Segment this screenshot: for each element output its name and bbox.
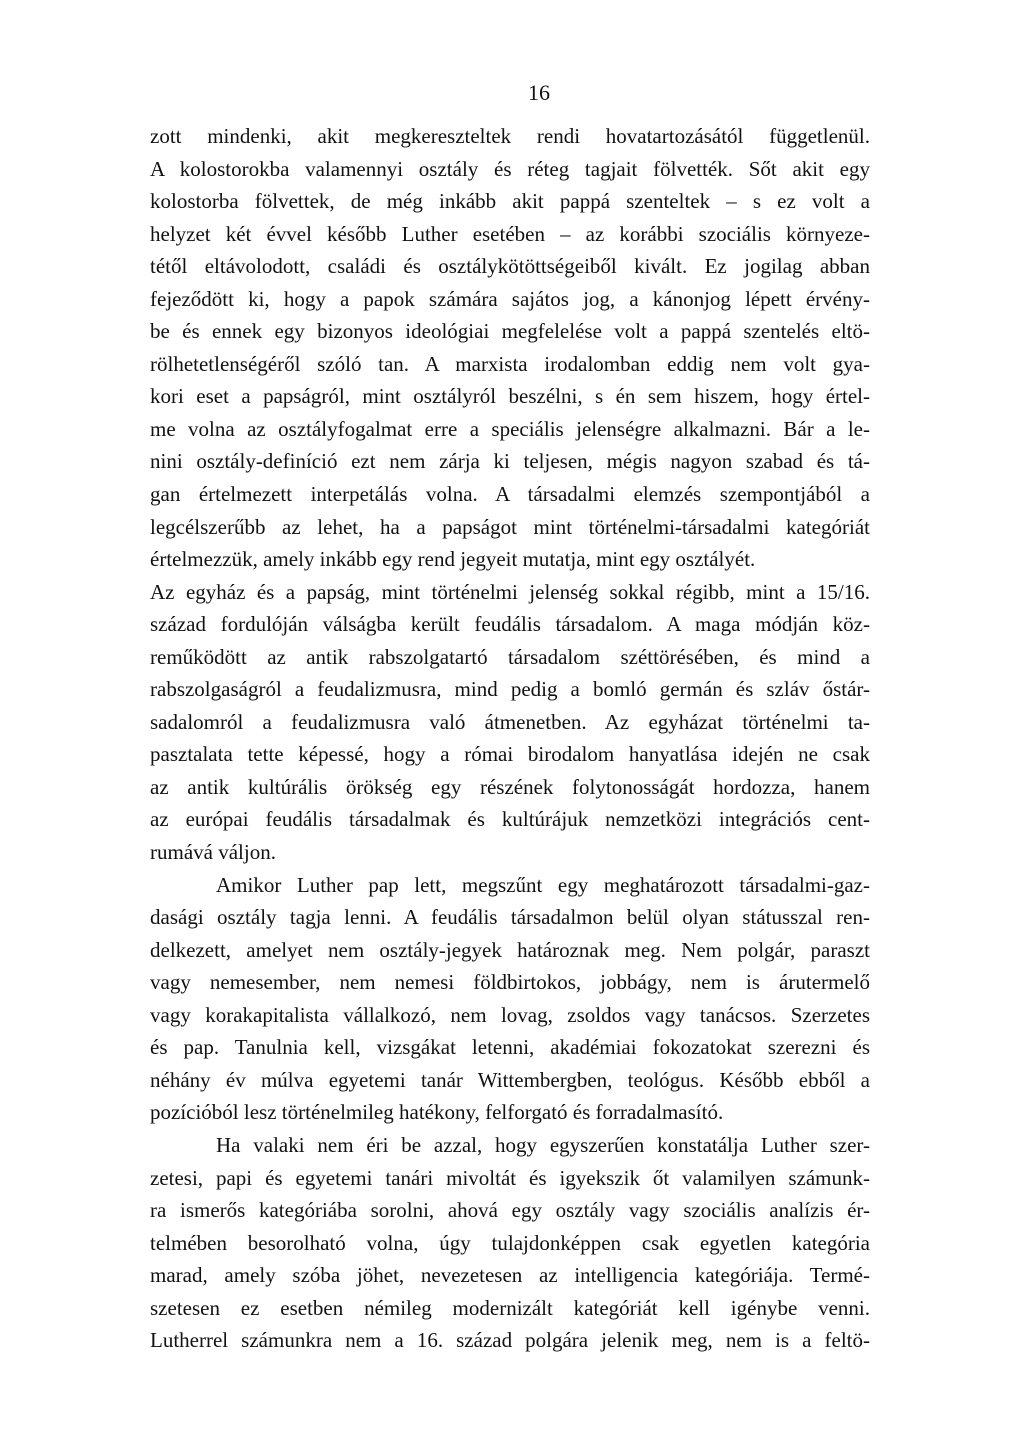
text-line: helyzet két évvel később Luther esetében – az korábbi szociális környeze-	[150, 221, 870, 246]
text-line: telmében besorolható volna, úgy tulajdonképpen csak egyetlen kategória	[150, 1230, 870, 1255]
text-line: A kolostorokba valamennyi osztály és réteg tagjait fölvették. Sőt akit egy	[150, 156, 870, 181]
text-line: értelmezzük, amely inkább egy rend jegyeit mutatja, mint egy osztályét.	[150, 547, 756, 572]
text-line: ra ismerős kategóriába sorolni, ahová egy osztály vagy szociális analízis ér-	[150, 1198, 870, 1223]
text-line: reműködött az antik rabszolgatartó társadalom széttörésében, és mind a	[150, 644, 870, 669]
text-line: zott mindenki, akit megkereszteltek rendi hovatartozásától függetlenül.	[150, 124, 870, 148]
text-line: sadalomról a feudalizmusra való átmenetben. Az egyházat történelmi ta-	[150, 709, 870, 734]
text-line: legcélszerűbb az lehet, ha a papságot mint történelmi-társadalmi kategóriát	[150, 514, 870, 539]
text-line: Amikor Luther pap lett, megszűnt egy meghatározott társadalmi-gaz-	[216, 872, 870, 897]
text-line: és pap. Tanulnia kell, vizsgákat letenni, akadémiai fokozatokat szerezni és	[150, 1035, 870, 1060]
text-line: Az egyház és a papság, mint történelmi jelenség sokkal régibb, mint a 15/16.	[150, 579, 870, 604]
text-line: Lutherrel számunkra nem a 16. század polgára jelenik meg, nem is a feltö-	[150, 1328, 870, 1353]
text-line: vagy korakapitalista vállalkozó, nem lovag, zsoldos vagy tanácsos. Szerzetes	[150, 1002, 870, 1027]
text-line: zetesi, papi és egyetemi tanári mivoltát és igyekszik őt valamilyen számunk-	[150, 1165, 870, 1190]
page-number: 16	[528, 80, 550, 105]
text-line: delkezett, amelyet nem osztály-jegyek határoznak meg. Nem polgár, paraszt	[150, 937, 870, 962]
text-line: be és ennek egy bizonyos ideológiai megfelelése volt a pappá szentelés eltö-	[150, 319, 870, 344]
text-line: marad, amely szóba jöhet, nevezetesen az intelligencia kategóriája. Termé-	[150, 1263, 870, 1288]
text-line: pasztalata tette képessé, hogy a római birodalom hanyatlása idején ne csak	[150, 742, 870, 767]
text-line: rumává váljon.	[150, 840, 276, 865]
text-line: az európai feudális társadalmak és kultúrájuk nemzetközi integrációs cent-	[150, 807, 870, 832]
text-line: pozícióból lesz történelmileg hatékony, felforgató és forradalmasító.	[150, 1100, 724, 1125]
text-line: me volna az osztályfogalmat erre a speciális jelenségre alkalmazni. Bár a le-	[150, 416, 870, 441]
text-line: nini osztály-definíció ezt nem zárja ki teljesen, mégis nagyon szabad és tá-	[150, 449, 870, 474]
text-line: vagy nemesember, nem nemesi földbirtokos, jobbágy, nem is árutermelő	[150, 970, 870, 995]
text-line: tétől eltávolodott, családi és osztálykötöttségeiből kivált. Ez jogilag abban	[150, 254, 870, 279]
body-text	[150, 120, 870, 1357]
text-line: szetesen ez esetben némileg modernizált kategóriát kell igénybe venni.	[150, 1295, 870, 1320]
text-line: rabszolgaságról a feudalizmusra, mind pedig a bomló germán és szláv őstár-	[150, 677, 870, 702]
text-line: dasági osztály tagja lenni. A feudális társadalmon belül olyan státusszal ren-	[150, 905, 870, 930]
text-line: fejeződött ki, hogy a papok számára sajátos jog, a kánonjog lépett érvény-	[150, 286, 870, 311]
text-line: kori eset a papságról, mint osztályról beszélni, s én sem hiszem, hogy értel-	[150, 384, 870, 409]
text-line: század fordulóján válságba került feudális társadalom. A maga módján köz-	[150, 612, 870, 637]
text-line: néhány év múlva egyetemi tanár Wittembergben, teológus. Később ebből a	[150, 1067, 870, 1092]
text-line: Ha valaki nem éri be azzal, hogy egyszerűen konstatálja Luther szer-	[216, 1132, 870, 1157]
text-line: kolostorba fölvettek, de még inkább akit pappá szenteltek – s ez volt a	[150, 189, 870, 214]
text-line: az antik kultúrális örökség egy részének folytonosságát hordozza, hanem	[150, 774, 870, 799]
text-line: gan értelmezett interpetálás volna. A társadalmi elemzés szempontjából a	[150, 482, 870, 507]
text-line: rölhetetlenségéről szóló tan. A marxista irodalomban eddig nem volt gya-	[150, 351, 870, 376]
